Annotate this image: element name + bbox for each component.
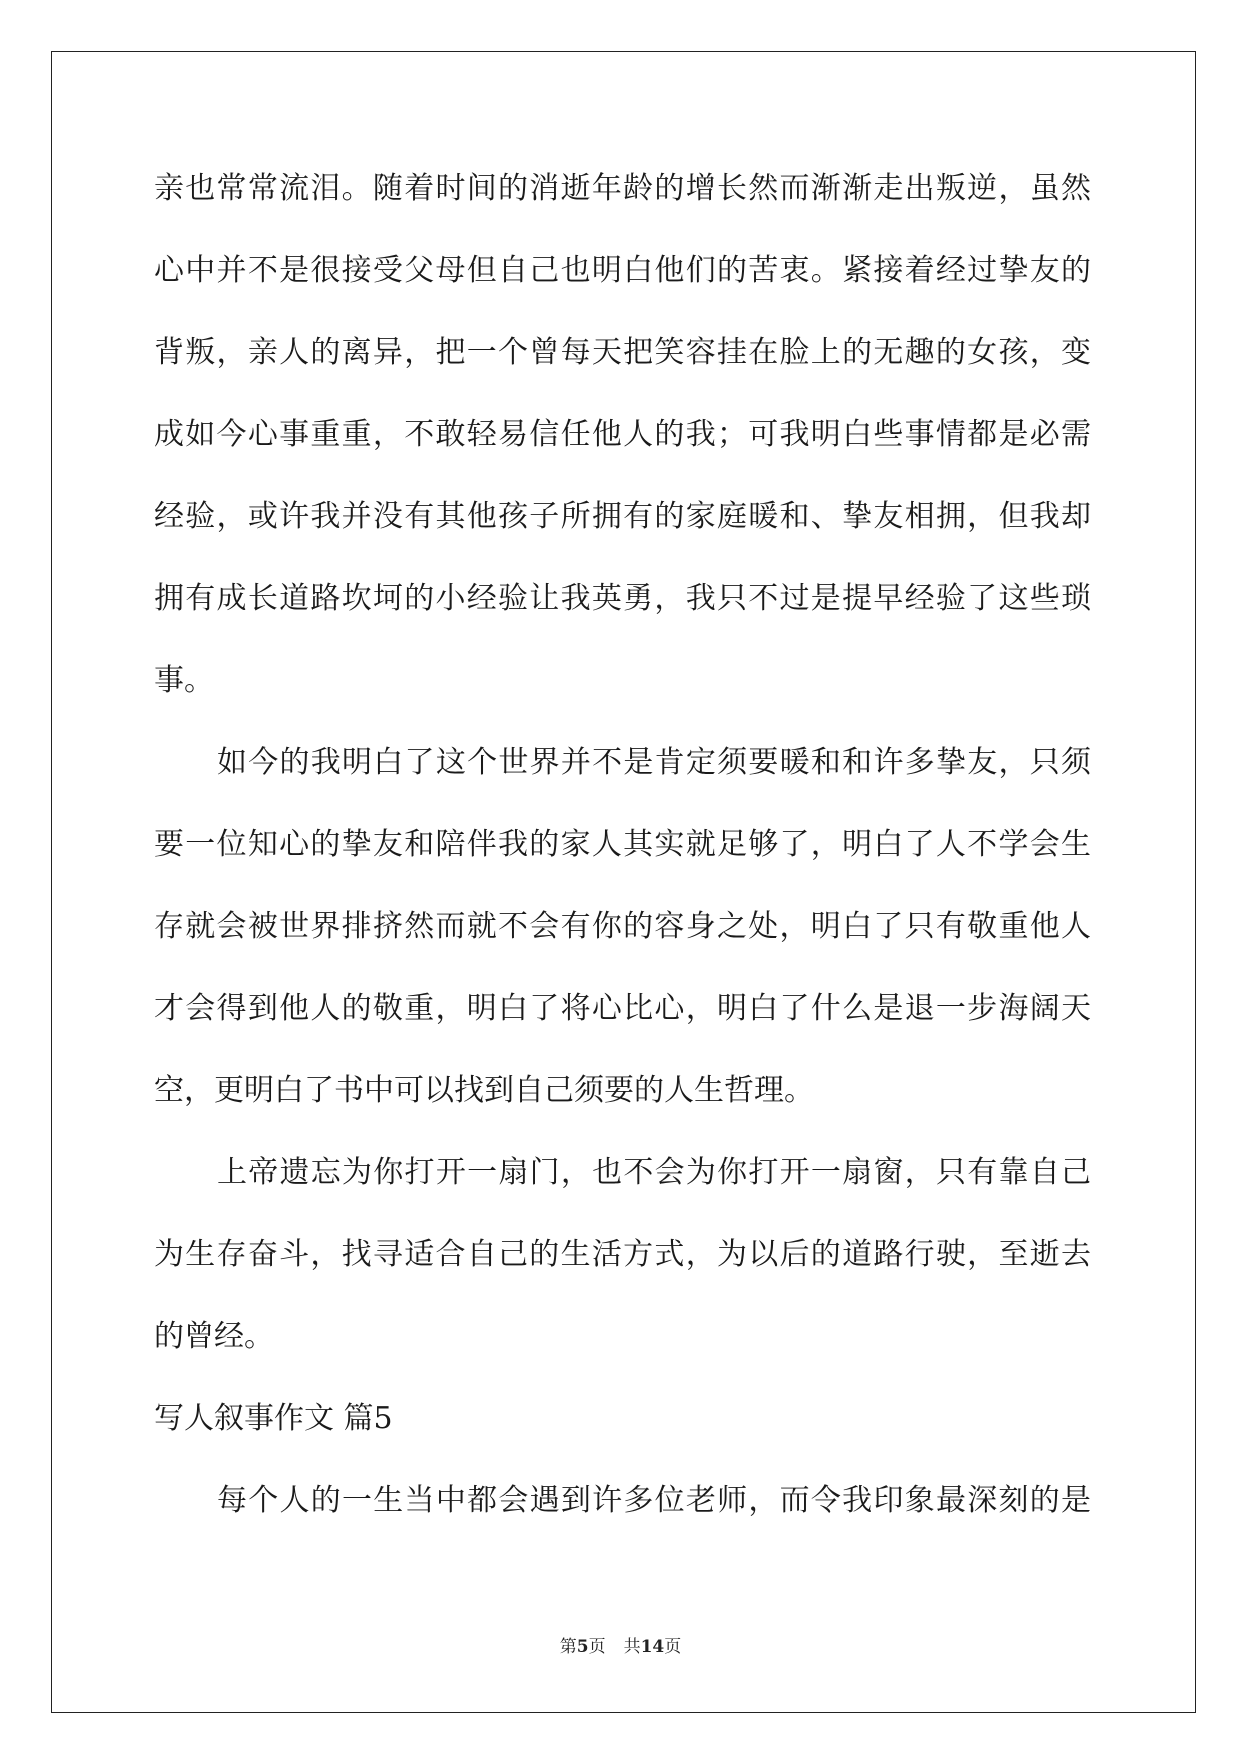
paragraph bbox=[154, 1460, 1091, 1542]
page-prefix: 第 bbox=[559, 1637, 577, 1657]
total-pages: 14 bbox=[640, 1637, 665, 1657]
paragraph bbox=[154, 1132, 1091, 1378]
total-prefix: 共 bbox=[623, 1637, 641, 1657]
paragraph bbox=[154, 722, 1091, 1132]
section-heading: 写人叙事作文 篇5 bbox=[154, 1401, 393, 1436]
text-line: 要一位知心的挚友和陪伴我的家人其实就足够了，明白了人不学会生 bbox=[154, 827, 1091, 862]
text-line: 事。 bbox=[154, 663, 214, 698]
total-suffix: 页 bbox=[664, 1637, 682, 1657]
text-line: 心中并不是很接受父母但自己也明白他们的苦衷。紧接着经过挚友的 bbox=[154, 253, 1091, 288]
text-line: 存就会被世界排挤然而就不会有你的容身之处，明白了只有敬重他人 bbox=[154, 909, 1091, 944]
page-suffix: 页 bbox=[588, 1637, 606, 1657]
text-line: 背叛，亲人的离异，把一个曾每天把笑容挂在脸上的无趣的女孩，变 bbox=[154, 335, 1091, 370]
document-body bbox=[154, 148, 1091, 1542]
page-footer bbox=[0, 1632, 1241, 1662]
text-line: 成如今心事重重，不敢轻易信任他人的我；可我明白些事情都是必需 bbox=[154, 417, 1091, 452]
page-number: 5 bbox=[576, 1637, 589, 1657]
text-line: 空，更明白了书中可以找到自己须要的人生哲理。 bbox=[154, 1073, 814, 1108]
text-line: 上帝遗忘为你打开一扇门，也不会为你打开一扇窗，只有靠自己 bbox=[217, 1155, 1091, 1190]
text-line: 拥有成长道路坎坷的小经验让我英勇，我只不过是提早经验了这些琐 bbox=[154, 581, 1091, 616]
text-line: 经验，或许我并没有其他孩子所拥有的家庭暖和、挚友相拥，但我却 bbox=[154, 499, 1091, 534]
text-line: 的曾经。 bbox=[154, 1319, 274, 1354]
text-line: 亲也常常流泪。随着时间的消逝年龄的增长然而渐渐走出叛逆，虽然 bbox=[154, 171, 1091, 206]
paragraph bbox=[154, 148, 1091, 722]
text-line: 每个人的一生当中都会遇到许多位老师，而令我印象最深刻的是 bbox=[217, 1483, 1091, 1518]
text-line: 才会得到他人的敬重，明白了将心比心，明白了什么是退一步海阔天 bbox=[154, 991, 1091, 1026]
text-line: 如今的我明白了这个世界并不是肯定须要暖和和许多挚友，只须 bbox=[217, 745, 1091, 780]
text-line: 为生存奋斗，找寻适合自己的生活方式，为以后的道路行驶，至逝去 bbox=[154, 1237, 1091, 1272]
